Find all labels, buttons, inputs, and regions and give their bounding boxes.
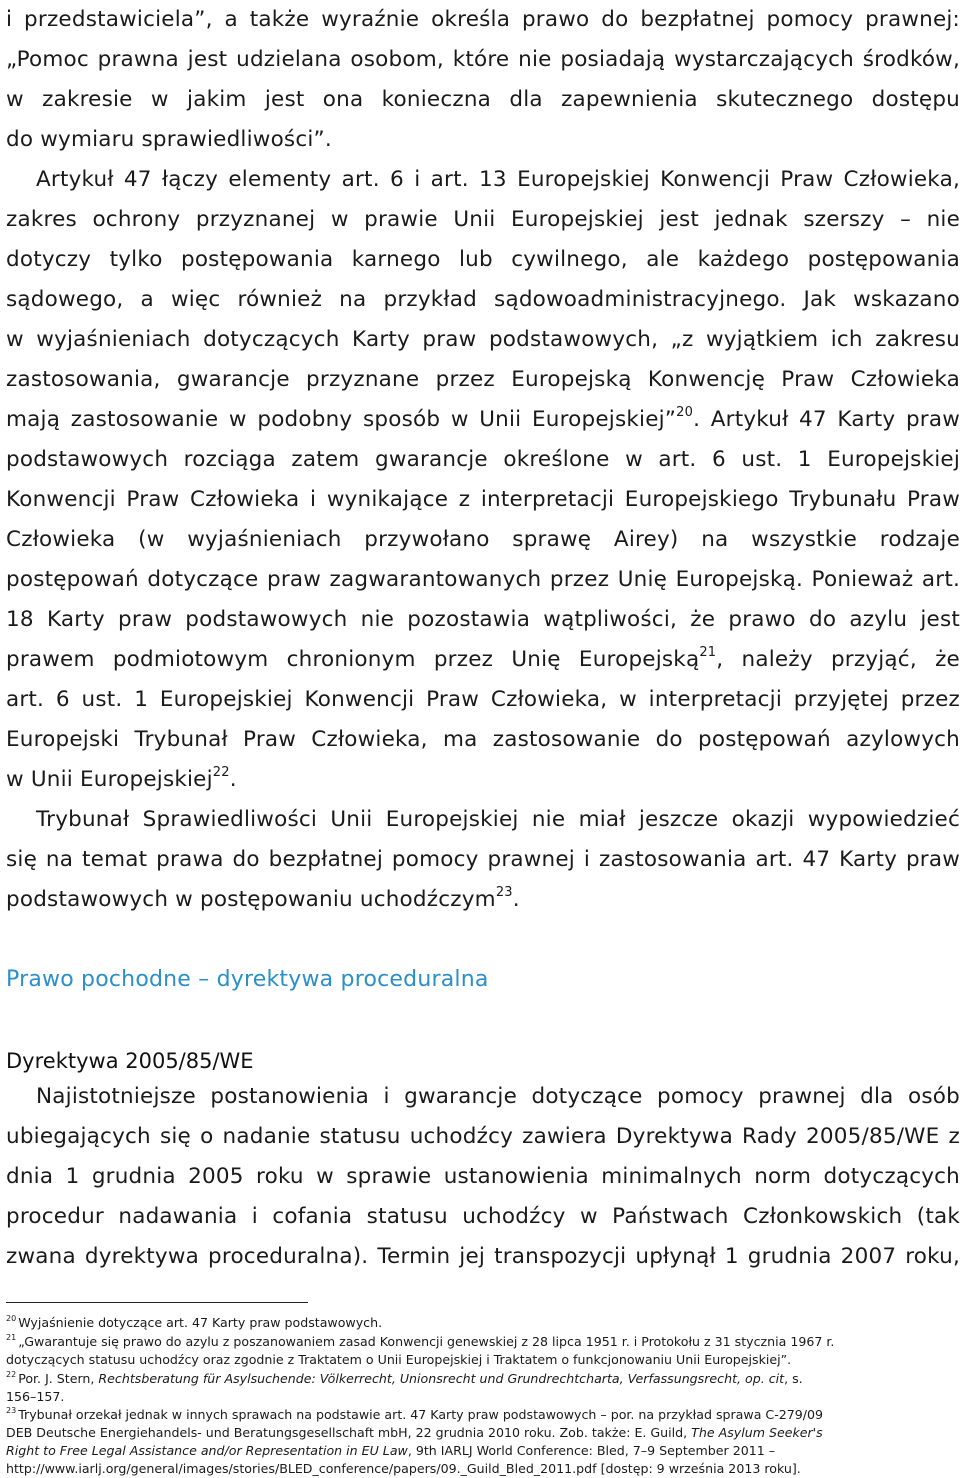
text-span: w Unii Europejskiej [6, 767, 213, 792]
footnote-number: 22 [6, 1369, 17, 1379]
footnote-23 [6, 1405, 960, 1424]
footnote-ref-23[interactable]: 23 [495, 884, 513, 900]
footnote-divider [6, 1302, 308, 1303]
text-line: Europejski Trybunał Praw Człowieka, ma zastosowanie do postępowań azylowych [6, 727, 960, 752]
text-span: . [512, 887, 520, 912]
text-span: , należy przyjąć, że [716, 647, 960, 672]
text-span: mają zastosowanie w podobny sposób w Unii Europejskiej” [6, 407, 677, 432]
footnote-text: Trybunał orzekał jednak w innych sprawach na podstawie art. 47 Karty praw podstawowych – por. na przykład sprawa C-279/09 [18, 1407, 824, 1422]
text-span: . [229, 767, 237, 792]
footnote-text: Wyjaśnienie dotyczące art. 47 Karty praw podstawowych. [18, 1315, 383, 1330]
text-line: do wymiaru sprawiedliwości”. [6, 127, 332, 152]
footnote-22 [6, 1369, 960, 1388]
footnote-23-cont [6, 1423, 960, 1442]
footnote-22-cont: 156–157. [6, 1389, 65, 1404]
sub-heading: Dyrektywa 2005/85/WE [6, 1049, 254, 1073]
text-line: „Pomoc prawna jest udzielana osobom, które nie posiadają wystarczających środków, [6, 47, 960, 72]
section-heading: Prawo pochodne – dyrektywa proceduralna [6, 967, 489, 992]
footnote-text: Por. J. Stern, [18, 1371, 99, 1386]
footnote-italic-title: Right to Free Legal Assistance and/or Representation in EU Law [6, 1443, 408, 1458]
text-line: zakres ochrony przyznanej w prawie Unii Europejskiej jest jednak szerszy – nie [6, 207, 960, 232]
footnote-ref-20[interactable]: 20 [676, 404, 694, 420]
text-line: zwana dyrektywa proceduralna). Termin jej transpozycji upłynął 1 grudnia 2007 roku, [6, 1244, 960, 1269]
text-span: prawem podmiotowym chronionym przez Unię Europejską [6, 647, 700, 672]
text-line [6, 400, 960, 440]
footnote-url[interactable]: http://www.iarlj.org/general/images/stories/BLED_conference/papers/09._Guild_Bled_2011.pdf [dostęp: 9 września 2013 roku]. [6, 1461, 801, 1476]
footnote-number: 21 [6, 1332, 17, 1342]
text-line [6, 760, 960, 800]
footnote-20 [6, 1313, 960, 1332]
text-line [6, 640, 960, 680]
text-line: dotyczy tylko postępowania karnego lub cywilnego, ale każdego postępowania [6, 247, 960, 272]
footnote-text: , s. [784, 1371, 803, 1386]
text-line: procedur nadawania i cofania statusu uchodźcy w Państwach Członkowskich (tak [6, 1204, 960, 1229]
footnote-ref-22[interactable]: 22 [212, 764, 230, 780]
footnote-text: , 9th IARLJ World Conference: Bled, 7–9 September 2011 – [407, 1443, 776, 1458]
text-line: dnia 1 grudnia 2005 roku w sprawie ustanowienia minimalnych norm dotyczących [6, 1164, 960, 1189]
text-line: Artykuł 47 łączy elementy art. 6 i art. 13 Europejskiej Konwencji Praw Człowieka, [36, 167, 960, 192]
text-line [6, 880, 960, 920]
text-line: w wyjaśnieniach dotyczących Karty praw podstawowych, „z wyjątkiem ich zakresu [6, 327, 960, 352]
text-line: Trybunał Sprawiedliwości Unii Europejskiej nie miał jeszcze okazji wypowiedzieć [36, 807, 960, 832]
footnote-23-cont [6, 1441, 960, 1460]
text-line: w zakresie w jakim jest ona konieczna dla zapewnienia skutecznego dostępu [6, 87, 960, 112]
text-line: się na temat prawa do bezpłatnej pomocy prawnej i zastosowania art. 47 Karty praw [6, 847, 960, 872]
text-line: postępowań dotyczące praw zagwarantowanych przez Unię Europejską. Ponieważ art. [6, 567, 960, 592]
text-line: Konwencji Praw Człowieka i wynikające z interpretacji Europejskiego Trybunału Praw [6, 487, 960, 512]
text-line: zastosowania, gwarancje przyznane przez Europejską Konwencję Praw Człowieka [6, 367, 960, 392]
text-span: podstawowych w postępowaniu uchodźczym [6, 887, 496, 912]
text-span: . Artykuł 47 Karty praw [693, 407, 960, 432]
footnote-text: „Gwarantuje się prawo do azylu z poszanowaniem zasad Konwencji genewskiej z 28 lipca 1951 r. i Protokołu z 31 stycznia 1967 r. [18, 1334, 835, 1349]
text-line: Człowieka (w wyjaśnieniach przywołano sprawę Airey) na wszystkie rodzaje [6, 527, 960, 552]
text-line: podstawowych rozciąga zatem gwarancje określone w art. 6 ust. 1 Europejskiej [6, 447, 960, 472]
text-line: Najistotniejsze postanowienia i gwarancje dotyczące pomocy prawnej dla osób [36, 1084, 960, 1109]
text-line: 18 Karty praw podstawowych nie pozostawia wątpliwości, że prawo do azylu jest [6, 607, 960, 632]
text-line: i przedstawiciela”, a także wyraźnie określa prawo do bezpłatnej pomocy prawnej: [6, 7, 960, 32]
footnote-21-cont: dotyczących statusu uchodźcy oraz zgodnie z Traktatem o Unii Europejskiej i Traktatem o funkcjonowaniu Unii Europejskiej”. [6, 1352, 792, 1367]
footnote-number: 23 [6, 1405, 17, 1415]
text-line: sądowego, a więc również na przykład sądowoadministracyjnego. Jak wskazano [6, 287, 960, 312]
footnote-ref-21[interactable]: 21 [699, 644, 717, 660]
footnote-text: DEB Deutsche Energiehandels- und Beratungsgesellschaft mbH, 22 grudnia 2010 roku. Zob. także: E. Guild, [6, 1425, 692, 1440]
footnote-21 [6, 1332, 960, 1351]
footnote-italic-title: Rechtsberatung für Asylsuchende: Völkerrecht, Unionsrecht und Grundrechtcharta, Verfassungsrecht, op. cit [98, 1371, 785, 1386]
text-line: art. 6 ust. 1 Europejskiej Konwencji Praw Człowieka, w interpretacji przyjętej przez [6, 687, 960, 712]
footnote-italic-title: The Asylum Seeker's [691, 1425, 823, 1440]
text-line: ubiegających się o nadanie statusu uchodźcy zawiera Dyrektywa Rady 2005/85/WE z [6, 1124, 960, 1149]
footnote-number: 20 [6, 1313, 17, 1323]
